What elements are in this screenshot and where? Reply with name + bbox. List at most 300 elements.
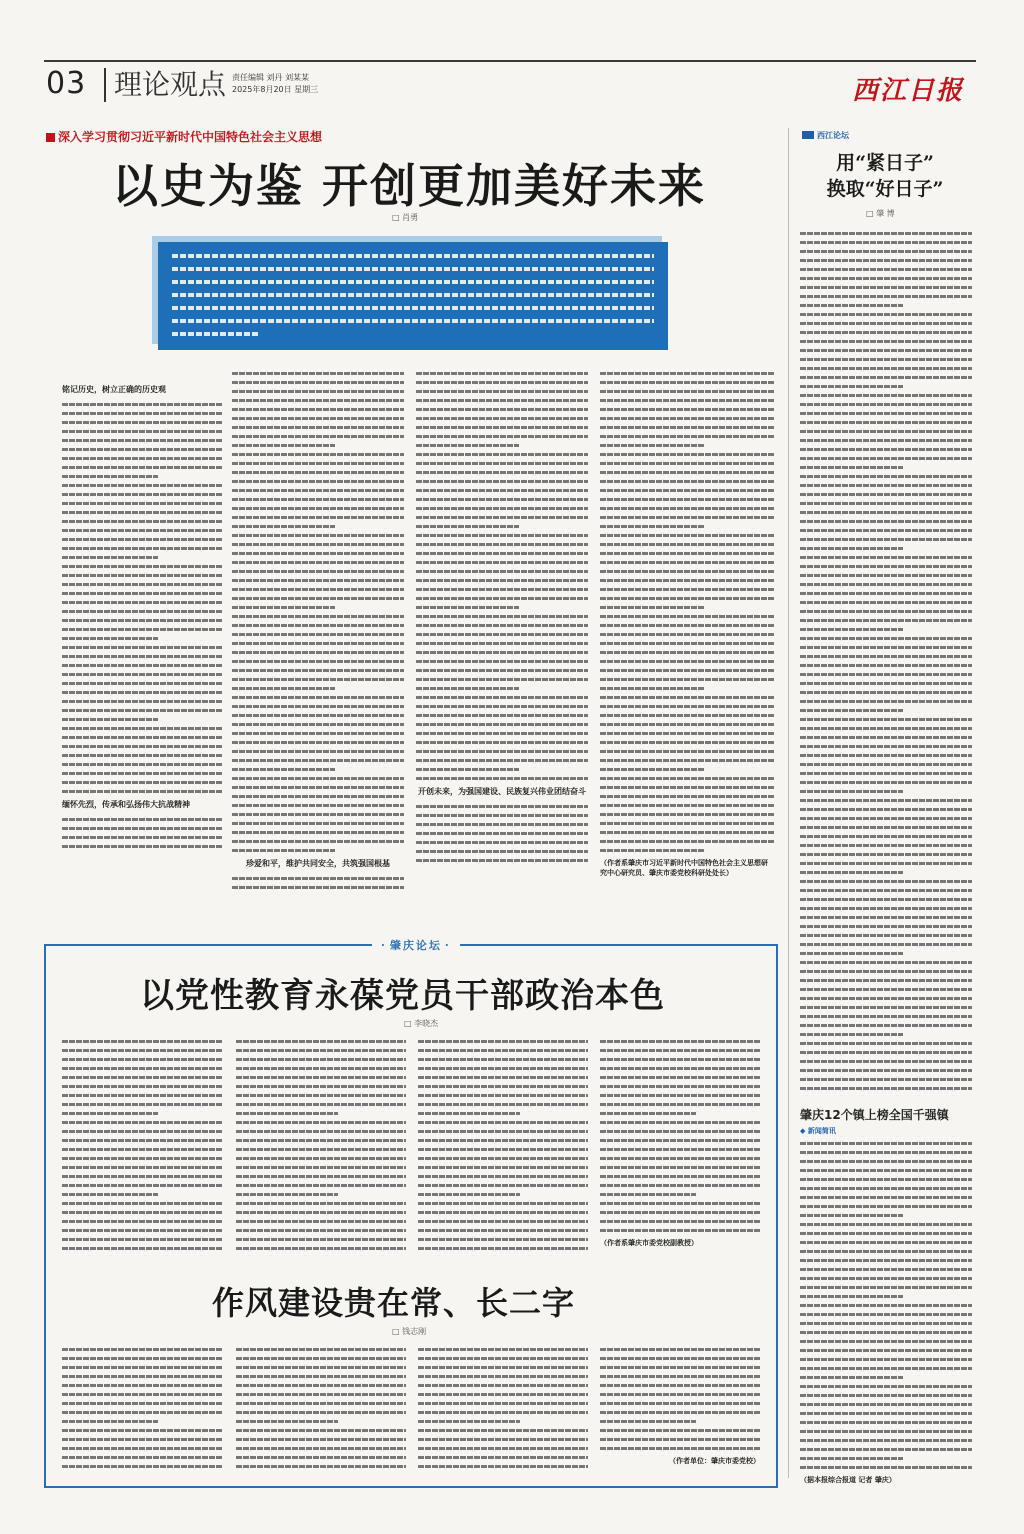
text-line [62,1229,222,1232]
text-line [62,556,158,559]
text-line [416,543,588,546]
text-line [800,1385,972,1388]
text-line [418,1085,588,1088]
lead-text-line [172,254,654,258]
text-line [418,1375,588,1378]
text-line [62,448,222,451]
text-line [600,696,774,699]
text-line [800,691,972,694]
text-line [232,570,404,573]
text-line [62,1193,158,1196]
text-line [236,1130,406,1133]
text-line [416,633,588,636]
text-line [800,889,972,892]
text-line [418,1094,588,1097]
text-line [800,1178,972,1181]
lead-text-line [172,280,654,284]
text-line [600,750,774,753]
text-line [600,1402,760,1405]
text-line [232,714,404,717]
text-line [416,399,588,402]
text-line [62,1184,222,1187]
text-line [800,808,972,811]
text-line [232,588,404,591]
text-line [418,1148,588,1151]
text-line [232,372,404,375]
text-line [800,1295,903,1298]
text-line [236,1402,406,1405]
text-line [800,799,972,802]
text-line [800,1277,972,1280]
text-line [800,898,972,901]
text-line [600,678,774,681]
text-line [800,250,972,253]
text-line [600,1420,696,1423]
text-line [600,795,774,798]
text-line [418,1420,520,1423]
text-line [62,1211,222,1214]
text-line [600,507,774,510]
text-line [800,457,972,460]
text-line [416,823,588,826]
text-line [416,579,588,582]
text-line [232,669,404,672]
text-line [62,529,222,532]
text-line [418,1229,588,1232]
text-line [800,547,903,550]
article1-author-note: （作者系肇庆市习近平新时代中国特色社会主义思想研究中心研究员、肇庆市委党校科研处处长） [600,859,768,877]
text-line [600,552,774,555]
text-line [62,709,222,712]
text-line [600,732,774,735]
text-line [800,862,972,865]
text-line [800,718,972,721]
text-line [800,1042,972,1045]
text-line [236,1157,406,1160]
text-line [800,790,903,793]
text-line [236,1040,406,1043]
forum-article2-note: （作者单位：肇庆市委党校） [669,1457,760,1465]
text-line [800,817,972,820]
text-line [236,1348,406,1351]
text-line [800,1205,972,1208]
text-line [418,1040,588,1043]
text-line [800,727,972,730]
forum-article1-byline: □ 李晓杰 [404,1019,439,1028]
text-line [232,678,404,681]
text-line [800,1169,972,1172]
text-line [232,606,335,609]
text-line [232,552,404,555]
text-line [600,1375,760,1378]
text-line [416,480,588,483]
text-line [800,385,903,388]
text-line [600,1148,760,1151]
editor-info [232,72,318,96]
forum-article1-column-3 [418,1040,588,1256]
text-line [236,1112,338,1115]
text-line [232,615,404,618]
text-line [800,511,972,514]
text-line [600,741,774,744]
text-line [800,1015,972,1018]
text-line [418,1193,520,1196]
text-line [600,579,774,582]
text-line [800,1439,972,1442]
text-line [800,430,972,433]
text-line [232,498,404,501]
text-line [62,520,222,523]
text-line [600,786,774,789]
page-number: 03 [46,66,87,101]
text-line [600,831,774,834]
text-line [418,1112,520,1115]
text-line [62,1238,222,1241]
text-line [418,1456,588,1459]
text-line [800,763,972,766]
text-line [232,642,404,645]
text-line [62,592,222,595]
text-line [418,1139,588,1142]
text-line [232,507,404,510]
text-line [232,786,404,789]
text-line [800,646,972,649]
forum-article2-byline: □ 钱志刚 [392,1327,427,1336]
text-line [232,651,404,654]
text-line [232,759,404,762]
text-line [600,633,774,636]
lead-text-line [172,332,259,336]
text-line [600,1139,760,1142]
article1-subhead-4: 开创未来，为强国建设、民族复兴伟业团结奋斗 [418,787,586,796]
text-line [236,1357,406,1360]
text-line [418,1157,588,1160]
text-line [232,633,404,636]
text-line [236,1085,406,1088]
text-line [232,777,404,780]
text-line [232,840,404,843]
text-line [800,1024,972,1027]
text-line [62,736,222,739]
text-line [800,1051,972,1054]
text-line [236,1049,406,1052]
text-line [236,1420,338,1423]
text-line [236,1103,406,1106]
text-line [800,1448,972,1451]
section-name: 理论观点 [104,68,226,102]
text-line [600,1112,696,1115]
text-line [236,1229,406,1232]
text-line [600,1393,760,1396]
text-line [62,574,222,577]
text-line [62,466,222,469]
text-line [236,1366,406,1369]
text-line [236,1148,406,1151]
text-line [62,412,222,415]
text-line [416,516,588,519]
text-line [600,1193,696,1196]
text-line [800,421,972,424]
text-line [232,426,404,429]
text-line [418,1166,588,1169]
text-line [800,439,972,442]
text-line [800,664,972,667]
text-line [600,615,774,618]
text-line [62,1121,222,1124]
text-line [600,1202,760,1205]
text-line [418,1357,588,1360]
text-line [232,877,404,880]
text-line [236,1456,406,1459]
text-line [62,583,222,586]
text-line [800,772,972,775]
text-line [62,664,222,667]
text-line [800,259,972,262]
text-line [416,669,588,672]
text-line [800,1466,972,1469]
right-column-title [800,150,970,202]
text-line [418,1175,588,1178]
text-line [62,827,222,830]
text-line [62,1429,222,1432]
text-line [236,1094,406,1097]
editor-line: 责任编辑 刘丹 刘某某 [232,73,310,82]
text-line [600,1357,760,1360]
text-line [600,498,774,501]
article1-kicker: 深入学习贯彻习近平新时代中国特色社会主义思想 [46,128,322,145]
text-line [62,1112,158,1115]
article1-column-4 [600,372,774,878]
text-line [62,610,222,613]
text-line [418,1384,588,1387]
text-line [236,1411,406,1414]
text-line [62,1438,222,1441]
text-line [418,1202,588,1205]
text-line [600,687,704,690]
text-line [62,502,222,505]
text-line [416,687,519,690]
text-line [800,1087,972,1090]
text-line [62,772,222,775]
text-line [416,552,588,555]
text-line [62,754,222,757]
forum-article2-column-3 [418,1348,588,1474]
text-line [600,813,774,816]
lead-text-line [172,293,654,297]
text-line [62,493,222,496]
text-line [62,1375,222,1378]
text-line [800,1412,972,1415]
text-line [800,745,972,748]
text-line [416,489,588,492]
text-line [418,1103,588,1106]
text-line [800,1403,972,1406]
text-line [800,1241,972,1244]
forum-article1-column-1 [62,1040,222,1256]
text-line [800,493,972,496]
text-line [800,232,972,235]
text-line [62,430,222,433]
text-line [600,534,774,537]
text-line [600,1094,760,1097]
text-line [800,295,972,298]
text-line [416,723,588,726]
text-line [800,682,972,685]
text-line [232,813,404,816]
forum-article2-column-1 [62,1348,222,1474]
text-line [800,952,903,955]
text-line [600,561,774,564]
text-line [416,768,519,771]
text-line [800,781,972,784]
text-line [232,525,335,528]
text-line [800,916,972,919]
text-line [232,480,404,483]
article1-column-3 [416,372,588,868]
article1-lead-box [158,242,668,350]
forum-article2-title: 作风建设贵在常、长二字 [212,1284,576,1322]
text-line [62,547,222,550]
text-line [600,1058,760,1061]
text-line [600,1447,760,1450]
text-line [600,1067,760,1070]
text-line [62,700,222,703]
text-line [600,1348,760,1351]
text-line [600,777,774,780]
lead-text-line [172,306,654,310]
text-line [62,1366,222,1369]
text-line [416,606,519,609]
text-line [600,1184,760,1187]
text-line [62,718,158,721]
text-line [418,1067,588,1070]
text-line [600,1429,760,1432]
text-line [236,1375,406,1378]
text-line [600,417,774,420]
text-line [232,390,404,393]
text-line [232,543,404,546]
text-line [418,1220,588,1223]
text-line [62,763,222,766]
text-line [600,525,704,528]
text-line [418,1058,588,1061]
newspaper-logo: 西江日报 [852,76,965,106]
text-line [800,565,972,568]
text-line [600,723,774,726]
text-line [232,822,404,825]
text-line [232,849,335,852]
text-line [800,403,972,406]
text-line [600,840,774,843]
text-line [800,1268,972,1271]
text-line [600,372,774,375]
text-line [418,1130,588,1133]
right-column-body [800,232,972,1096]
text-line [418,1366,588,1369]
text-line [800,1187,972,1190]
text-line [416,678,588,681]
text-line [600,1366,760,1369]
text-line [600,1076,760,1079]
column-divider [788,128,789,1478]
text-line [600,1103,760,1106]
text-line [600,1220,760,1223]
text-line [232,705,404,708]
text-line [62,845,222,848]
text-line [600,660,774,663]
text-line [62,1384,222,1387]
text-line [232,579,404,582]
text-line [800,1142,972,1145]
text-line [232,471,404,474]
text-line [232,723,404,726]
text-line [600,1438,760,1441]
text-line [236,1247,406,1250]
text-line [800,1358,972,1361]
text-line [800,583,972,586]
text-line [232,687,335,690]
text-line [800,1006,972,1009]
text-line [62,745,222,748]
text-line [416,741,588,744]
text-line [62,1157,222,1160]
text-line [416,588,588,591]
text-line [62,637,158,640]
text-line [800,286,972,289]
text-line [236,1184,406,1187]
text-line [62,691,222,694]
text-line [800,1421,972,1424]
text-line [236,1121,406,1124]
text-line [62,781,222,784]
text-line [416,417,588,420]
text-line [418,1238,588,1241]
text-line [800,376,972,379]
text-line [62,484,222,487]
text-line [800,826,972,829]
text-line [232,750,404,753]
text-line [62,1076,222,1079]
text-line [418,1184,588,1187]
text-line [600,597,774,600]
text-line [600,444,704,447]
text-line [800,277,972,280]
text-line [600,759,774,762]
text-line [800,556,972,559]
text-line [416,525,519,528]
text-line [800,1394,972,1397]
text-line [800,601,972,604]
text-line [232,597,404,600]
text-line [416,624,588,627]
forum-article1-title: 以党性教育永葆党员干部政治本色 [140,976,665,1016]
text-line [800,988,972,991]
text-line [600,471,774,474]
text-line [232,886,404,889]
text-line [800,1304,972,1307]
text-line [800,1313,972,1316]
text-line [416,561,588,564]
article1-byline: □ 肖勇 [392,213,419,222]
text-line [600,1085,760,1088]
news-brief-title: 肇庆12个镇上榜全国千强镇 [800,1108,949,1122]
text-line [800,700,972,703]
text-line [62,403,222,406]
text-line [600,462,774,465]
text-line [418,1211,588,1214]
text-line [62,1357,222,1360]
text-line [62,1166,222,1169]
